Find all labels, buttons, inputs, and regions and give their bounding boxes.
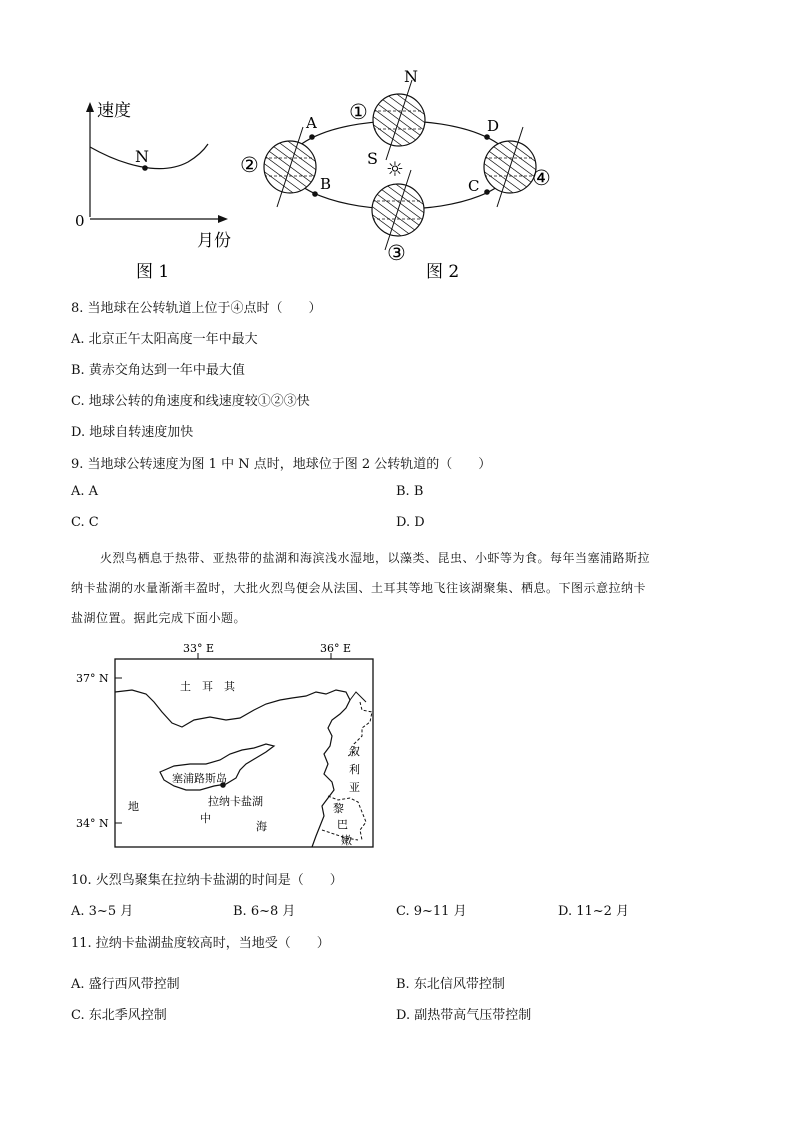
question-10-stem: 10. 火烈鸟聚集在拉纳卡盐湖的时间是（ ） [71,873,343,888]
north-label: N [404,67,418,86]
lebanon-label-2: 巴 [337,818,348,831]
orbit-point-b-label: B [320,175,332,193]
question-9-option-d: D. D [396,515,425,530]
turkey-label: 土 耳 其 [180,680,235,693]
question-9-option-a: A. A [71,484,99,499]
point-n-marker [142,165,148,171]
question-9-option-c: C. C [71,515,99,530]
x-axis-label: 月份 [197,231,231,251]
question-11-stem: 11. 拉纳卡盐湖盐度较高时，当地受（ ） [71,936,330,951]
y-axis-label: 速度 [97,101,131,121]
mediterranean-label-3: 海 [256,820,267,833]
orbit-point-b-marker [312,191,318,197]
syria-label-1: 叙 [349,745,360,758]
question-10-option-c: C. 9~11 月 [396,904,467,919]
passage-line-3: 盐湖位置。据此完成下面小题。 [71,611,247,625]
question-8-option-b: B. 黄赤交角达到一年中最大值 [71,363,245,378]
syria-label-2: 利 [349,763,360,776]
question-10-option-b: B. 6~8 月 [233,904,296,919]
syria-label-3: 亚 [349,781,360,794]
orbit-point-a-label: A [306,114,317,132]
question-10-option-a: A. 3~5 月 [71,904,134,919]
passage-line-1: 火烈鸟栖息于热带、亚热带的盐湖和海滨浅水湿地，以藻类、昆虫、小虾等为食。每年当塞浦路斯拉 [100,551,651,565]
orbit-point-d-marker [484,134,490,140]
position-1-label: ① [349,100,368,124]
x-axis-arrow-icon [218,215,228,223]
lat-34-label: 34° N [76,817,109,830]
cyprus-location-map [70,640,380,855]
question-11-option-b: B. 东北信风带控制 [396,977,505,992]
y-axis-arrow-icon [86,102,94,112]
lon-36-label: 36° E [320,642,352,655]
orbit-point-c-label: C [468,177,480,195]
passage-line-2: 纳卡盐湖的水量渐渐丰盈时，大批火烈鸟便会从法国、土耳其等地飞往该湖聚集、栖息。下图示意拉纳卡 [71,581,647,595]
figure-2-orbit-diagram [232,64,562,284]
lat-37-label: 37° N [76,672,109,685]
question-11-option-c: C. 东北季风控制 [71,1008,167,1023]
question-11-option-a: A. 盛行西风带控制 [71,977,180,992]
question-8-option-a: A. 北京正午太阳高度一年中最大 [71,332,258,347]
question-8-stem: 8. 当地球在公转轨道上位于④点时（ ） [71,301,322,316]
question-9-stem: 9. 当地球公转速度为图 1 中 N 点时，地球位于图 2 公转轨道的（ ） [71,457,492,472]
point-n-label: N [135,147,149,166]
lebanon-label-1: 黎 [333,802,344,815]
mediterranean-label-2: 中 [200,812,211,825]
question-10-option-d: D. 11~2 月 [558,904,630,919]
larnaca-lake-label: 拉纳卡盐湖 [208,795,263,808]
speed-curve [90,144,208,169]
question-11-option-d: D. 副热带高气压带控制 [396,1008,532,1023]
sun-icon: ☼ [386,157,404,181]
lebanon-label-3: 嫩 [341,834,352,847]
position-3-label: ③ [387,241,406,265]
question-9-option-b: B. B [396,484,424,499]
position-2-label: ② [240,153,259,177]
orbit-point-c-marker [484,189,490,195]
orbit-point-d-label: D [487,117,500,135]
cyprus-label: 塞浦路斯岛 [172,772,227,785]
position-4-label: ④ [532,166,551,190]
figure-2-caption: 图 2 [426,262,460,282]
sun-label: S [367,149,378,168]
question-8-option-c: C. 地球公转的角速度和线速度较①②③快 [71,394,310,409]
figure-1-caption: 图 1 [136,262,170,282]
mediterranean-label-1: 地 [128,800,139,813]
orbit-point-a-marker [309,134,315,140]
question-8-option-d: D. 地球自转速度加快 [71,425,194,440]
origin-label: 0 [75,212,85,230]
lon-33-label: 33° E [183,642,215,655]
